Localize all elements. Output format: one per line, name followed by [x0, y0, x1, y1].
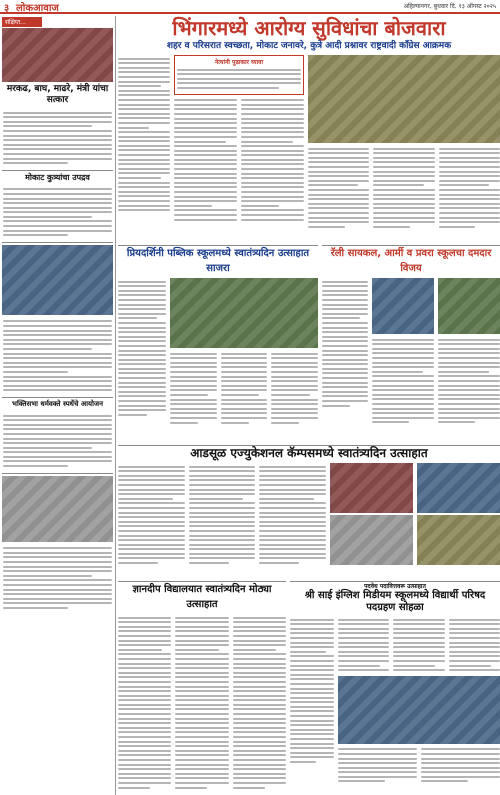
aadsul-story — [118, 445, 500, 579]
cycle-rally-headline: रॅली सायकल, आर्मी व प्रवरा स्कूलचा दमदार विजय — [322, 245, 500, 276]
lead-right-col — [308, 55, 500, 243]
group-photo-left — [2, 476, 113, 542]
bottom-row — [118, 581, 500, 795]
story-felicitation-title: मरकढ, बाघ, माढरे, मंत्री यांचा सत्कार — [6, 84, 109, 105]
main-area — [118, 16, 500, 795]
story-stray-dogs-title: मोकाट कुत्र्यांचा उपद्रव — [25, 172, 90, 182]
story-felicitation-body — [0, 108, 115, 168]
page-number: ३ — [4, 3, 10, 14]
aadsul-photo-4 — [417, 515, 500, 565]
lead-box-title: नेत्यांनी पुढाकार घ्यावा — [214, 59, 264, 66]
left-story-body — [0, 317, 115, 395]
story-stray-dogs-body — [0, 185, 115, 240]
sai-english-story — [290, 581, 500, 795]
briefs-label: संक्षिप्त... — [2, 17, 42, 27]
rally-photo-2 — [438, 278, 500, 334]
story-bhakti-title: भक्तिसभा धर्मवक्ते स्पर्धेचे आयोजन — [12, 399, 103, 408]
aadsul-photo-2 — [417, 463, 500, 513]
priyadarshini-photo — [170, 278, 318, 348]
lead-photo — [308, 55, 500, 143]
aadsul-photo-3 — [330, 515, 413, 565]
lead-text-col-1 — [118, 55, 170, 243]
page-header — [0, 0, 500, 14]
rally-photo-1 — [372, 278, 434, 334]
aadsul-photo-1 — [330, 463, 413, 513]
felicitation-photo — [2, 28, 113, 82]
dnyandeep-story — [118, 581, 286, 795]
story-bhakti-body — [0, 411, 115, 471]
lead-subhead: शहर व परिसरात स्वच्छता, मोकाट जनावरे, कुत्रे आदी प्रश्नावर राष्ट्रवादी काँग्रेस आक्रमक — [166, 41, 452, 51]
masthead: लोकआवाज — [16, 3, 59, 14]
aadsul-headline: आडसूळ एज्युकेशनल कॅम्पसमध्ये स्वातंत्र्यदिन उत्साहात — [118, 445, 500, 461]
middle-story-title: पदवेध पदावित्तवरू उत्साहात — [290, 581, 500, 590]
cycle-rally-story — [322, 245, 500, 443]
lead-center-col — [174, 55, 304, 243]
left-bottom-body — [0, 544, 115, 613]
priyadarshini-story — [118, 245, 318, 443]
left-column — [0, 16, 116, 795]
sai-english-headline: श्री साई इंग्लिश मिडीयम स्कूलमध्ये विद्यार्थी परिषद पदग्रहण सोहळा — [304, 590, 486, 613]
lead-headline: भिंगारमध्ये आरोग्य सुविधांचा बोजवारा — [172, 16, 446, 40]
lead-box — [174, 55, 304, 95]
sai-english-photo — [338, 676, 500, 744]
dnyandeep-headline: ज्ञानदीप विद्यालयात स्वातंत्र्यदिन मोठ्या उत्साहात — [118, 581, 286, 612]
dateline: अहिल्यानगर, बुधवार दि. १३ ऑगस्ट २०२५ — [403, 3, 496, 10]
lead-story-block — [118, 55, 500, 243]
second-row — [118, 245, 500, 443]
priyadarshini-headline: प्रियदर्शिनी पब्लिक स्कूलमध्ये स्वातंत्र्यदिन उत्साहात साजरा — [118, 245, 318, 276]
school-event-photo — [2, 245, 113, 315]
